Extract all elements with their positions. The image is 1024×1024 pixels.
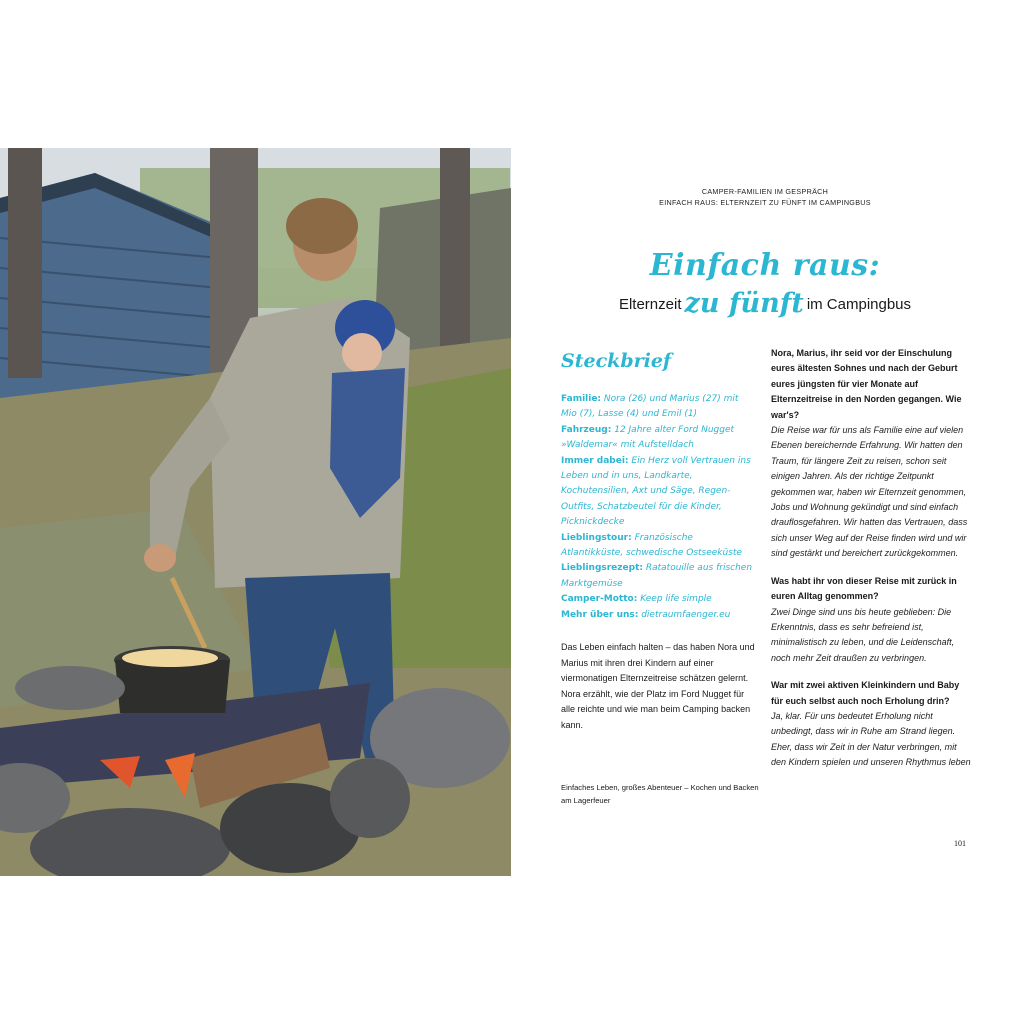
interview-column [771,346,973,771]
running-head-line1: CAMPER-FAMILIEN IM GESPRÄCH [701,187,829,196]
fact-value: Französische Atlantikküste, schwedische Ostseeküste [561,532,742,559]
subtitle-before: Elternzeit [618,296,682,313]
fact-row [561,531,757,562]
fact-value: Keep life simple [640,594,712,605]
article-title: Einfach raus: [649,248,881,283]
interview-question: War mit zwei aktiven Kleinkindern und Baby für euch selbst auch noch Erholung drin? [771,680,960,706]
fact-key: Lieblingsrezept: [561,563,643,574]
fact-key: Fahrzeug: [561,424,612,435]
fact-key: Camper-Motto: [561,594,638,605]
interview-question: Was habt ihr von dieser Reise mit zurück in euren Alltag genommen? [771,575,957,602]
fact-value: Ein Herz voll Vertrauen ins Leben und in uns, Landkarte, Kochutensilien, Axt und Säge, Regen-Outfits, Schatzbeutel für die Kinder, Picknickdecke [561,455,751,528]
fact-key: Familie: [561,394,602,404]
fact-key: Lieblingstour: [561,532,632,543]
fact-key: Immer dabei: [561,455,629,466]
fact-row [561,392,757,423]
article-subtitle [560,288,970,319]
photo-caption: Einfaches Leben, großes Abenteuer – Kochen und Backen am Lagerfeuer [561,783,759,805]
subtitle-after: im Campingbus [806,296,912,313]
interview-question: Nora, Marius, ihr seid vor der Einschulung eures ältesten Sohnes und nach der Geburt eures jüngsten für vier Monate auf Elternzeitreise in den Norden gegangen. Wie war's? [771,348,962,420]
fact-row [561,592,757,607]
interview-answer: Ja, klar. Für uns bedeutet Erholung nicht unbedingt, dass wir in Ruhe am Strand liegen. Eher, dass wir Zeit in der Natur verbringen, mit den Kindern spielen und unseren Rhythmus leben [771,710,971,768]
steckbrief-facts [561,392,757,623]
fact-row [561,423,757,454]
fact-value: Nora (26) und Marius (27) mit Mio (7), Lasse (4) und Emil (1) [561,394,739,420]
subtitle-highlight: zu fünft [684,288,804,319]
fact-value: dietraumfaenger.eu [641,609,731,620]
campfire-photo-illustration [0,148,511,876]
fact-row [561,561,757,592]
interview-answer: Die Reise war für uns als Familie eine auf vielen Ebenen bereichernde Erfahrung. Wir hatten den Traum, für längere Zeit zu reisen, schon seit einigen Jahren. Als der richtige Zeitpunkt gekommen war, haben wir Elternzeit genommen, Jobs und Wohnung gekündigt und sind einfach drauflosgefahren. Wir hatten das Vertrauen, dass sich unser Weg auf der Reise finden wird und wir sind gestärkt und bereichert zurückgekommen. [771,425,968,559]
cover-photo [0,148,511,876]
fact-value: Ratatouille aus frischen Marktgemüse [561,563,753,589]
running-head-line2: EINFACH RAUS: ELTERNZEIT ZU FÜNFT IM CAMPINGBUS [659,198,871,207]
interview-answer: Zwei Dinge sind uns bis heute geblieben: Die Erkenntnis, dass es sehr befreiend ist, minimalistisch zu leben, und die Leidenschaft, noch mehr Zeit draußen zu verbringen. [771,606,955,663]
page-number: 101 [954,839,966,848]
fact-row [561,454,757,531]
steckbrief-heading: Steckbrief [561,350,672,372]
fact-value: 12 Jahre alter Ford Nugget »Waldemar« mit Aufstelldach [561,424,735,451]
intro-paragraph: Das Leben einfach halten – das haben Nora und Marius mit ihren drei Kindern auf einer viermonatigen Elternzeitreise schätzen gelernt. Nora erzählt, wie der Platz im Ford Nugget für alle reichte und wie man beim Camping backen kann. [561,642,755,730]
fact-row [561,608,757,623]
running-head [620,186,910,208]
fact-key: Mehr über uns: [561,609,639,620]
